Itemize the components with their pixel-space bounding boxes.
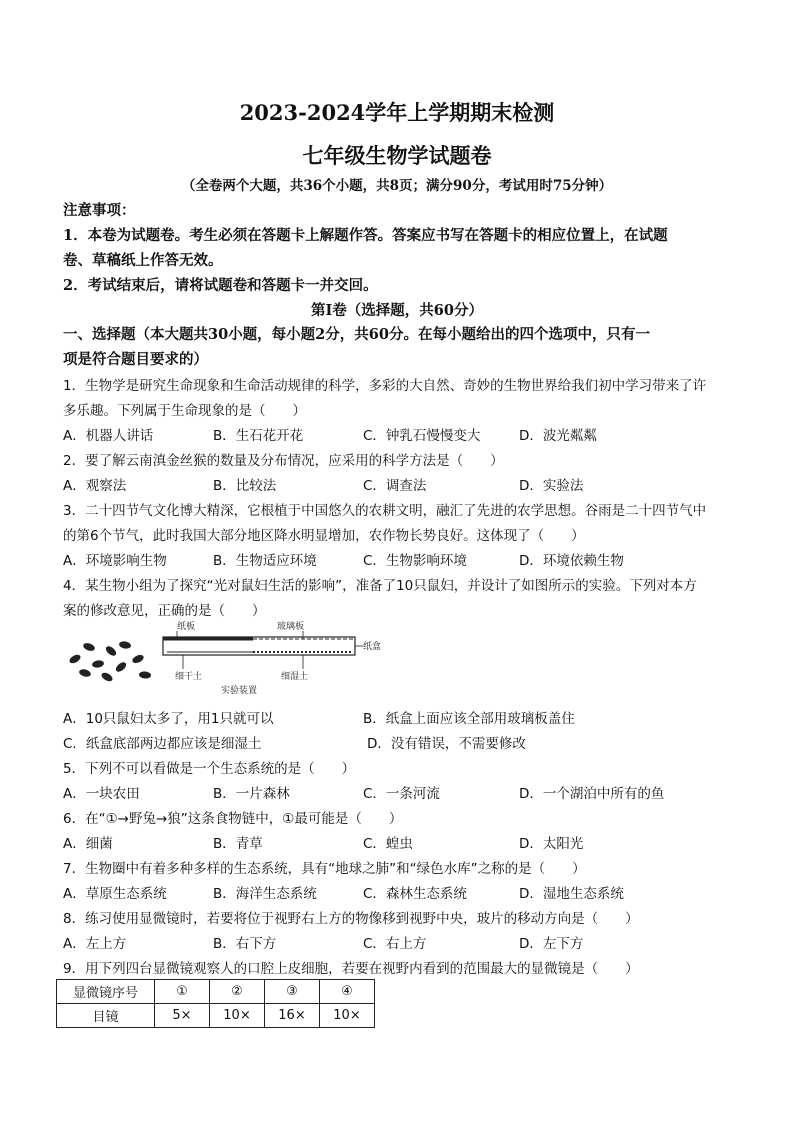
question-2-option-c: C．调查法	[363, 478, 427, 494]
table-row	[57, 980, 375, 1004]
woodlice-icon	[68, 641, 151, 684]
table-cell: ②	[210, 980, 265, 1004]
question-1-stem-b: 多乐趣。下列属于生命现象的是（ ）	[63, 403, 306, 419]
question-1-option-a: A．机器人讲话	[63, 428, 154, 444]
question-4-stem-b: 案的修改意见，正确的是（ ）	[63, 603, 266, 619]
exam-subtitle: 七年级生物学试题卷	[302, 143, 492, 168]
figure-caption: 实验装置	[221, 686, 258, 696]
paper-box-label: 纸盒	[363, 642, 382, 652]
question-3-option-b: B．生物适应环境	[213, 553, 317, 569]
question-2-stem: 2．要了解云南滇金丝猴的数量及分布情况，应采用的科学方法是（ ）	[63, 453, 504, 469]
question-5-option-c: C．一条河流	[363, 786, 440, 802]
question-1-stem-a: 1．生物学是研究生命现象和生命活动规律的科学，多彩的大自然、奇妙的生物世界给我们初中学习带来了许	[63, 378, 707, 394]
question-2-option-b: B．比较法	[213, 478, 277, 494]
table-row	[57, 1004, 375, 1028]
table-cell: ③	[265, 980, 320, 1004]
question-1-option-b: B．生石花开花	[213, 428, 304, 444]
question-8-option-d: D．左下方	[519, 936, 584, 952]
question-8-stem: 8．练习使用显微镜时，若要将位于视野右上方的物像移到视野中央，玻片的移动方向是（ ）	[63, 911, 639, 927]
question-7-option-b: B．海洋生态系统	[213, 886, 317, 902]
table-cell: 5×	[155, 1004, 210, 1028]
table-cell: 10×	[210, 1004, 265, 1028]
table-header-cell: 目镜	[57, 1004, 155, 1028]
exam-info: （全卷两个大题，共36个小题，共8页；满分90分，考试用时75分钟）	[181, 178, 613, 194]
question-6-stem: 6．在“①→野兔→狼”这条食物链中，①最可能是（ ）	[63, 811, 403, 827]
question-1-option-d: D．波光粼粼	[519, 428, 597, 444]
wet-soil-label: 细湿土	[281, 672, 309, 682]
question-6-option-b: B．青草	[213, 836, 263, 852]
table-cell: ④	[320, 980, 375, 1004]
question-9-stem: 9．用下列四台显微镜观察人的口腔上皮细胞，若要在视野内看到的范围最大的显微镜是（ ）	[63, 961, 639, 977]
experiment-setup-diagram	[63, 617, 383, 697]
section-heading-line-b: 项是符合题目要求的）	[63, 351, 208, 368]
section-heading-line-a: 一、选择题（本大题共30小题，每小题2分，共60分。在每小题给出的四个选项中，只有一	[63, 326, 650, 343]
question-3-option-d: D．环境依赖生物	[519, 553, 624, 569]
question-7-option-c: C．森林生态系统	[363, 886, 467, 902]
question-3-stem-b: 的第6个节气，此时我国大部分地区降水明显增加，农作物长势良好。这体现了（ ）	[63, 528, 585, 544]
note-1-line-a: 1．本卷为试题卷。考生必须在答题卡上解题作答。答案应书写在答题卡的相应位置上，在试题	[63, 227, 668, 244]
question-7-option-d: D．湿地生态系统	[519, 886, 624, 902]
question-5-option-d: D．一个湖泊中所有的鱼	[519, 786, 665, 802]
question-5-option-a: A．一块农田	[63, 786, 140, 802]
table-header-cell: 显微镜序号	[57, 980, 155, 1004]
question-5-stem: 5．下列不可以看做是一个生态系统的是（ ）	[63, 761, 356, 777]
box-structure	[163, 631, 363, 669]
question-4-option-a: A．10只鼠妇太多了，用1只就可以	[63, 711, 274, 727]
question-6-option-c: C．蝗虫	[363, 836, 413, 852]
exam-title: 2023-2024学年上学期期末检测	[239, 100, 555, 125]
glass-board-label: 玻璃板	[277, 622, 305, 632]
dry-soil-label: 细干土	[175, 672, 203, 682]
question-2-option-d: D．实验法	[519, 478, 584, 494]
question-4-option-c: C．纸盒底部两边都应该是细湿土	[63, 736, 262, 752]
question-2-option-a: A．观察法	[63, 478, 127, 494]
part1-heading: 第Ⅰ卷（选择题，共60分）	[311, 302, 483, 319]
question-5-option-b: B．一片森林	[213, 786, 290, 802]
question-6-option-d: D．太阳光	[519, 836, 584, 852]
microscope-table	[56, 979, 375, 1028]
experiment-figure	[63, 617, 383, 697]
question-1-option-c: C．钟乳石慢慢变大	[363, 428, 481, 444]
paper-board-label: 纸板	[177, 622, 196, 632]
table-cell: ①	[155, 980, 210, 1004]
question-8-option-c: C．右上方	[363, 936, 427, 952]
question-3-stem-a: 3．二十四节气文化博大精深，它根植于中国悠久的农耕文明，融汇了先进的农学思想。谷雨是二十四节气中	[63, 503, 707, 519]
note-2: 2．考试结束后，请将试题卷和答题卡一并交回。	[63, 277, 378, 294]
question-8-option-a: A．左上方	[63, 936, 127, 952]
question-7-option-a: A．草原生态系统	[63, 886, 167, 902]
question-7-stem: 7．生物圈中有着多种多样的生态系统，具有“地球之肺”和“绿色水库”之称的是（ ）	[63, 861, 586, 877]
table-cell: 16×	[265, 1004, 320, 1028]
question-4-stem-a: 4．某生物小组为了探究“光对鼠妇生活的影响”，准备了10只鼠妇，并设计了如图所示的实验。下列对本方	[63, 578, 697, 594]
question-4-option-b: B．纸盒上面应该全部用玻璃板盖住	[363, 711, 575, 727]
note-1-line-b: 卷、草稿纸上作答无效。	[63, 252, 223, 269]
question-3-option-c: C．生物影响环境	[363, 553, 467, 569]
notes-heading: 注意事项：	[63, 202, 136, 219]
question-4-option-d: D．没有错误，不需要修改	[367, 736, 526, 752]
question-8-option-b: B．右下方	[213, 936, 277, 952]
question-6-option-a: A．细菌	[63, 836, 113, 852]
question-3-option-a: A．环境影响生物	[63, 553, 167, 569]
table-cell: 10×	[320, 1004, 375, 1028]
